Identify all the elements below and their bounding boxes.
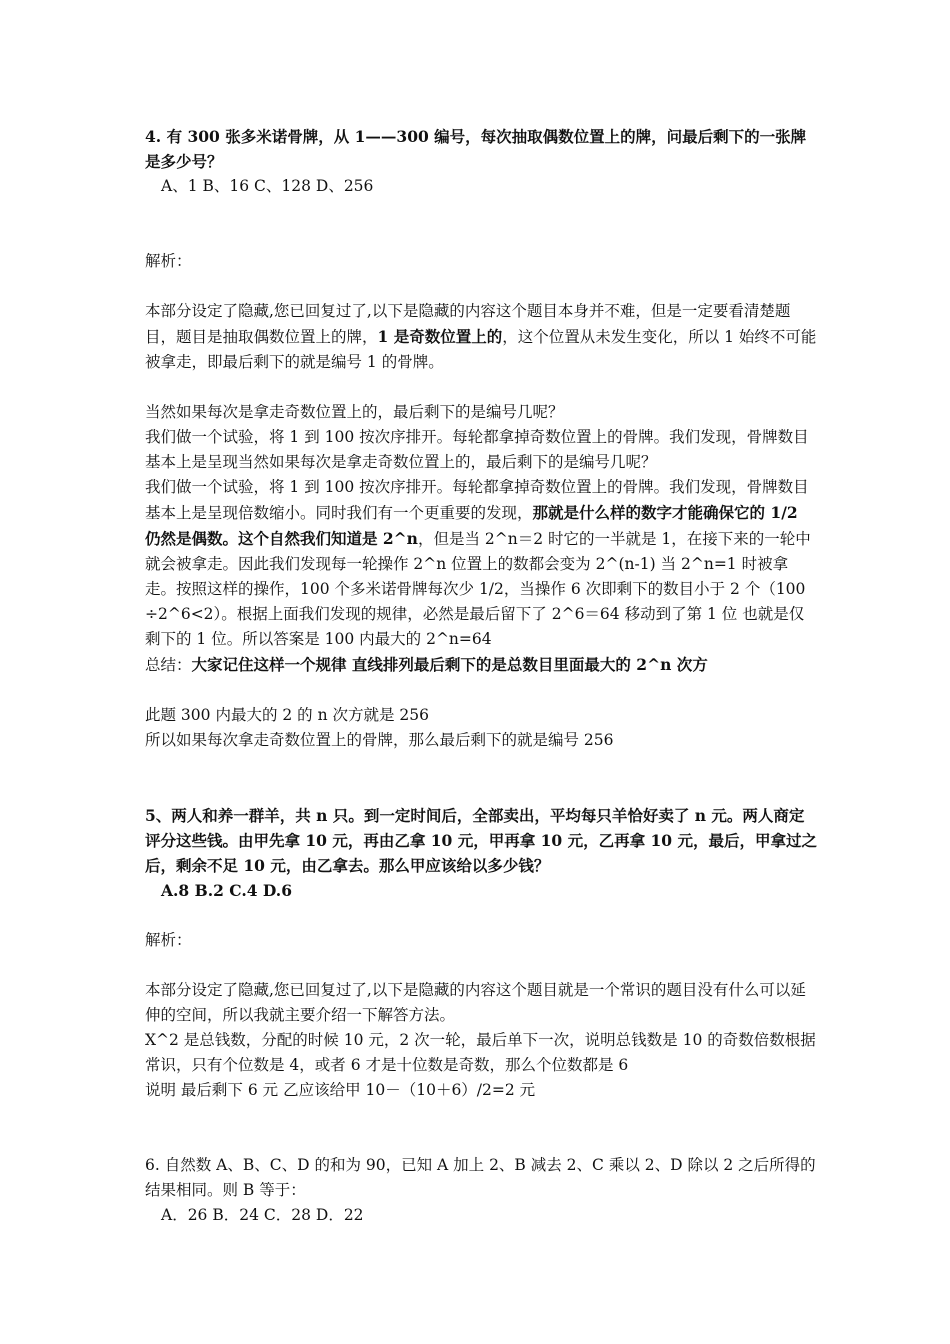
question-5-analysis-paragraph-2: X^2 是总钱数，分配的时候 10 元，2 次一轮，最后单下一次，说明总钱数是 10 的奇数倍数根据常识，只有个位数是 4，或者 6 才是十位数是奇数，那么个位数都是 6 [145,1031,816,1074]
document-page [145,124,817,1228]
question-4: 4. 有 300 张多米诺骨牌，从 1——300 编号，每次抽取偶数位置上的牌，问最后剩下的一张牌是多少号？ [145,127,807,171]
question-4-analysis-paragraph-3: 我们做一个试验，将 1 到 100 按次序排开。每轮都拿掉奇数位置上的骨牌。我们发现，骨牌数目基本上是呈现倍数缩小。同时我们有一个更重要的发现，那就是什么样的数字才能确保它的 1/2 仍然是偶数。这个自然我们知道是 2^n，但是当 2^n＝2 时它的一半就是 1，在接下来的一轮中就会被拿走。因此我们发现每一轮操作 2^n 位置上的数都会变为 2^(n-1) 当 2^n=1 时被拿走。按照这样的操作，100 个多米诺骨牌每次少 1/2，当操作 6 次即剩下的数目小于 2 个（100÷2^6<2）。根据上面我们发现的规律，必然是最后留下了 2^6＝64 移动到了第 1 位 也就是仅剩下的 1 位。所以答案是 100 内最大的 2^n=64 [145,478,811,648]
question-6-options: A．26 B．24 C．28 D．22 [161,1206,364,1224]
question-4-conclusion-line-2: 所以如果每次拿走奇数位置上的骨牌，那么最后剩下的就是编号 256 [145,731,614,749]
question-4-analysis-paragraph-1: 本部分设定了隐藏,您已回复过了,以下是隐藏的内容这个题目本身并不难，但是一定要看清楚题目，题目是抽取偶数位置上的牌，1 是奇数位置上的，这个位置从未发生变化，所以 1 始终不可能被拿走，即最后剩下的就是编号 1 的骨牌。 [145,302,817,371]
question-4-summary: 总结：大家记住这样一个规律 直线排列最后剩下的是总数目里面最大的 2^n 次方 [145,655,708,674]
question-6: 6. 自然数 A、B、C、D 的和为 90，已知 A 加上 2、B 减去 2、C 乘以 2、D 除以 2 之后所得的结果相同。则 B 等于： [145,1156,816,1199]
question-5-analysis-paragraph-3: 说明 最后剩下 6 元 乙应该给甲 10－（10＋6）/2=2 元 [145,1081,536,1099]
question-4-analysis-paragraph-2: 我们做一个试验，将 1 到 100 按次序排开。每轮都拿掉奇数位置上的骨牌。我们发现，骨牌数目基本上是呈现当然如果每次是拿走奇数位置上的，最后剩下的是编号几呢？ [145,428,809,471]
question-5-analysis-label: 解析： [145,931,192,949]
question-4-conclusion-line-1: 此题 300 内最大的 2 的 n 次方就是 256 [145,706,430,724]
question-4-analysis-label: 解析： [145,252,192,270]
question-4-options: A、1 B、16 C、128 D、256 [161,177,374,195]
question-5: 5、两人和养一群羊，共 n 只。到一定时间后，全部卖出，平均每只羊恰好卖了 n 元。两人商定评分这些钱。由甲先拿 10 元，再由乙拿 10 元，甲再拿 10 元，乙再拿 10 元，最后，甲拿过之后，剩余不足 10 元，由乙拿去。那么甲应该给以多少钱？ [145,806,817,875]
question-5-analysis-paragraph-1: 本部分设定了隐藏,您已回复过了,以下是隐藏的内容这个题目就是一个常识的题目没有什么可以延伸的空间，所以我就主要介绍一下解答方法。 [145,981,806,1024]
question-4-analysis-line: 当然如果每次是拿走奇数位置上的，最后剩下的是编号几呢？ [145,403,564,421]
question-5-options: A.8 B.2 C.4 D.6 [161,881,292,900]
